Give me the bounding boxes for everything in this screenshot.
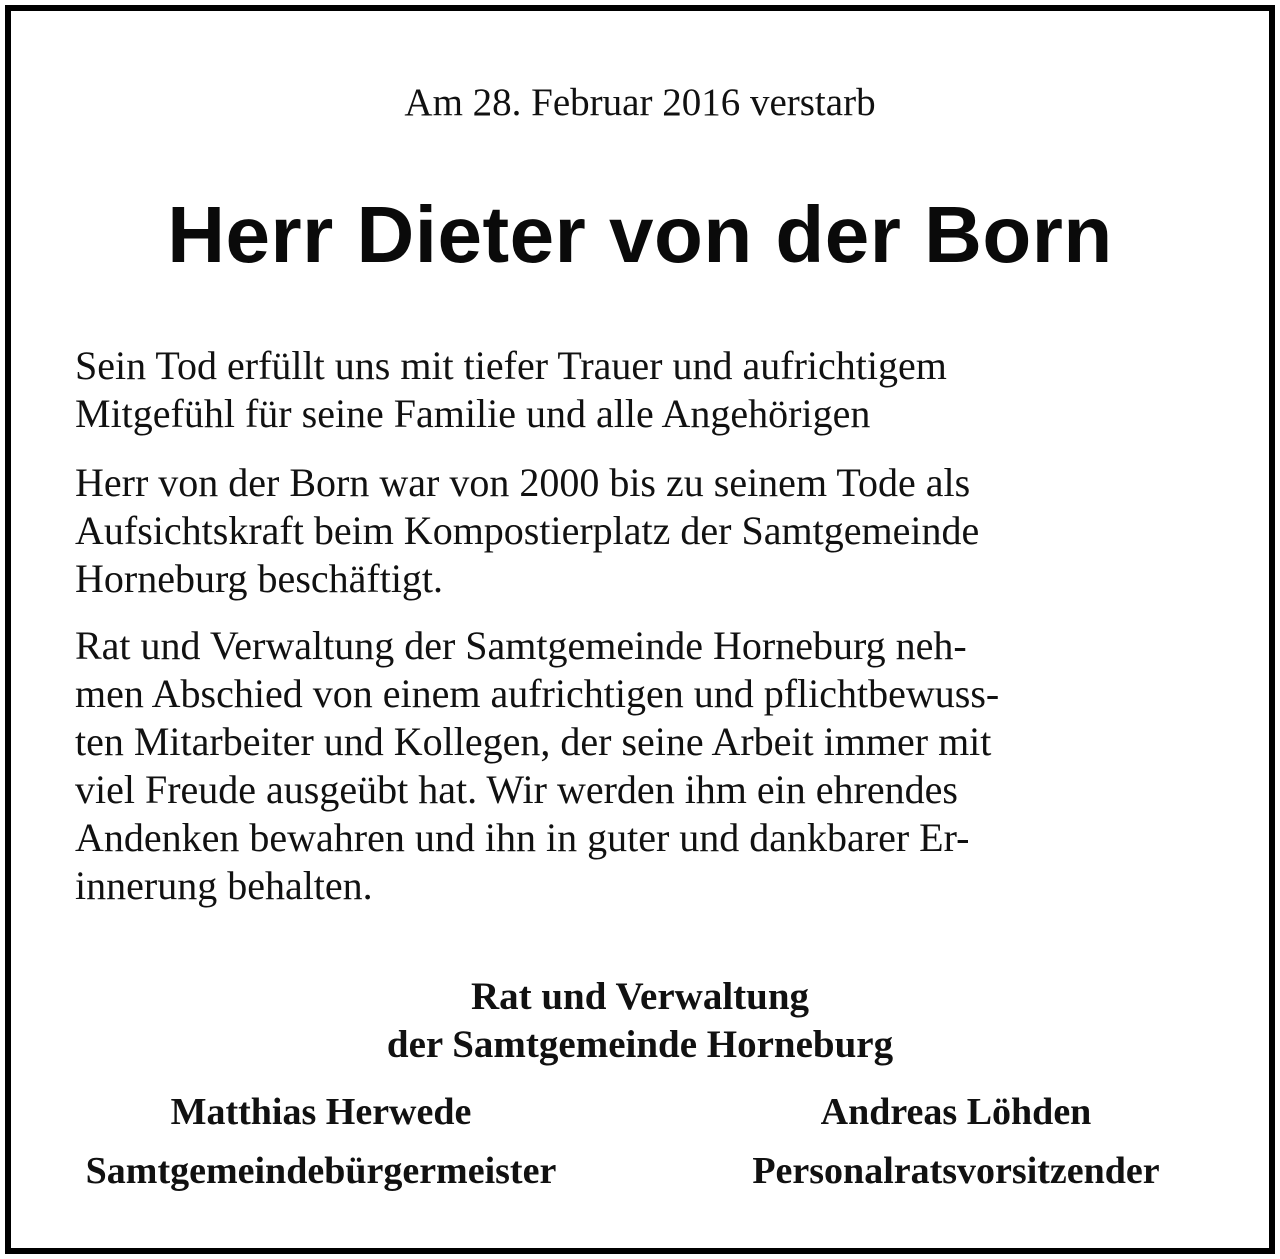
deceased-name: Herr Dieter von der Born	[167, 190, 1113, 279]
death-date-intro: Am 28. Februar 2016 verstarb	[404, 81, 876, 124]
text-line: viel Freude ausgeübt hat. Wir werden ihm ein ehrendes	[75, 767, 958, 812]
organization-line: der Samtgemeinde Horneburg	[386, 1023, 894, 1066]
farewell-paragraph	[75, 622, 999, 910]
text-line: Rat und Verwaltung der Samtgemeinde Horneburg neh-	[75, 623, 967, 668]
text-line: Andenken bewahren und ihn in guter und dankbarer Er-	[75, 815, 970, 860]
text-line: Aufsichtskraft beim Kompostierplatz der Samtgemeinde	[75, 508, 980, 553]
obituary-notice-frame	[5, 5, 1275, 1254]
text-line: Mitgefühl für seine Familie und alle Angehörigen	[75, 391, 871, 436]
employment-paragraph	[75, 459, 979, 603]
condolence-paragraph	[75, 342, 947, 438]
signatory-name: Andreas Löhden	[820, 1091, 1092, 1133]
signatory-name: Matthias Herwede	[170, 1091, 472, 1133]
text-line: men Abschied von einem aufrichtigen und pflichtbewuss-	[75, 671, 1000, 716]
text-line: Horneburg beschäftigt.	[75, 556, 444, 601]
signatory-role: Samtgemeindebürgermeister	[85, 1150, 557, 1192]
text-line: innerung behalten.	[75, 863, 373, 908]
signatory-role: Personalratsvorsitzender	[752, 1150, 1160, 1192]
text-line: ten Mitarbeiter und Kollegen, der seine Arbeit immer mit	[75, 719, 992, 764]
organization-line: Rat und Verwaltung	[470, 975, 810, 1018]
text-line: Herr von der Born war von 2000 bis zu seinem Tode als	[75, 460, 971, 505]
text-line: Sein Tod erfüllt uns mit tiefer Trauer und aufrichtigem	[75, 343, 947, 388]
